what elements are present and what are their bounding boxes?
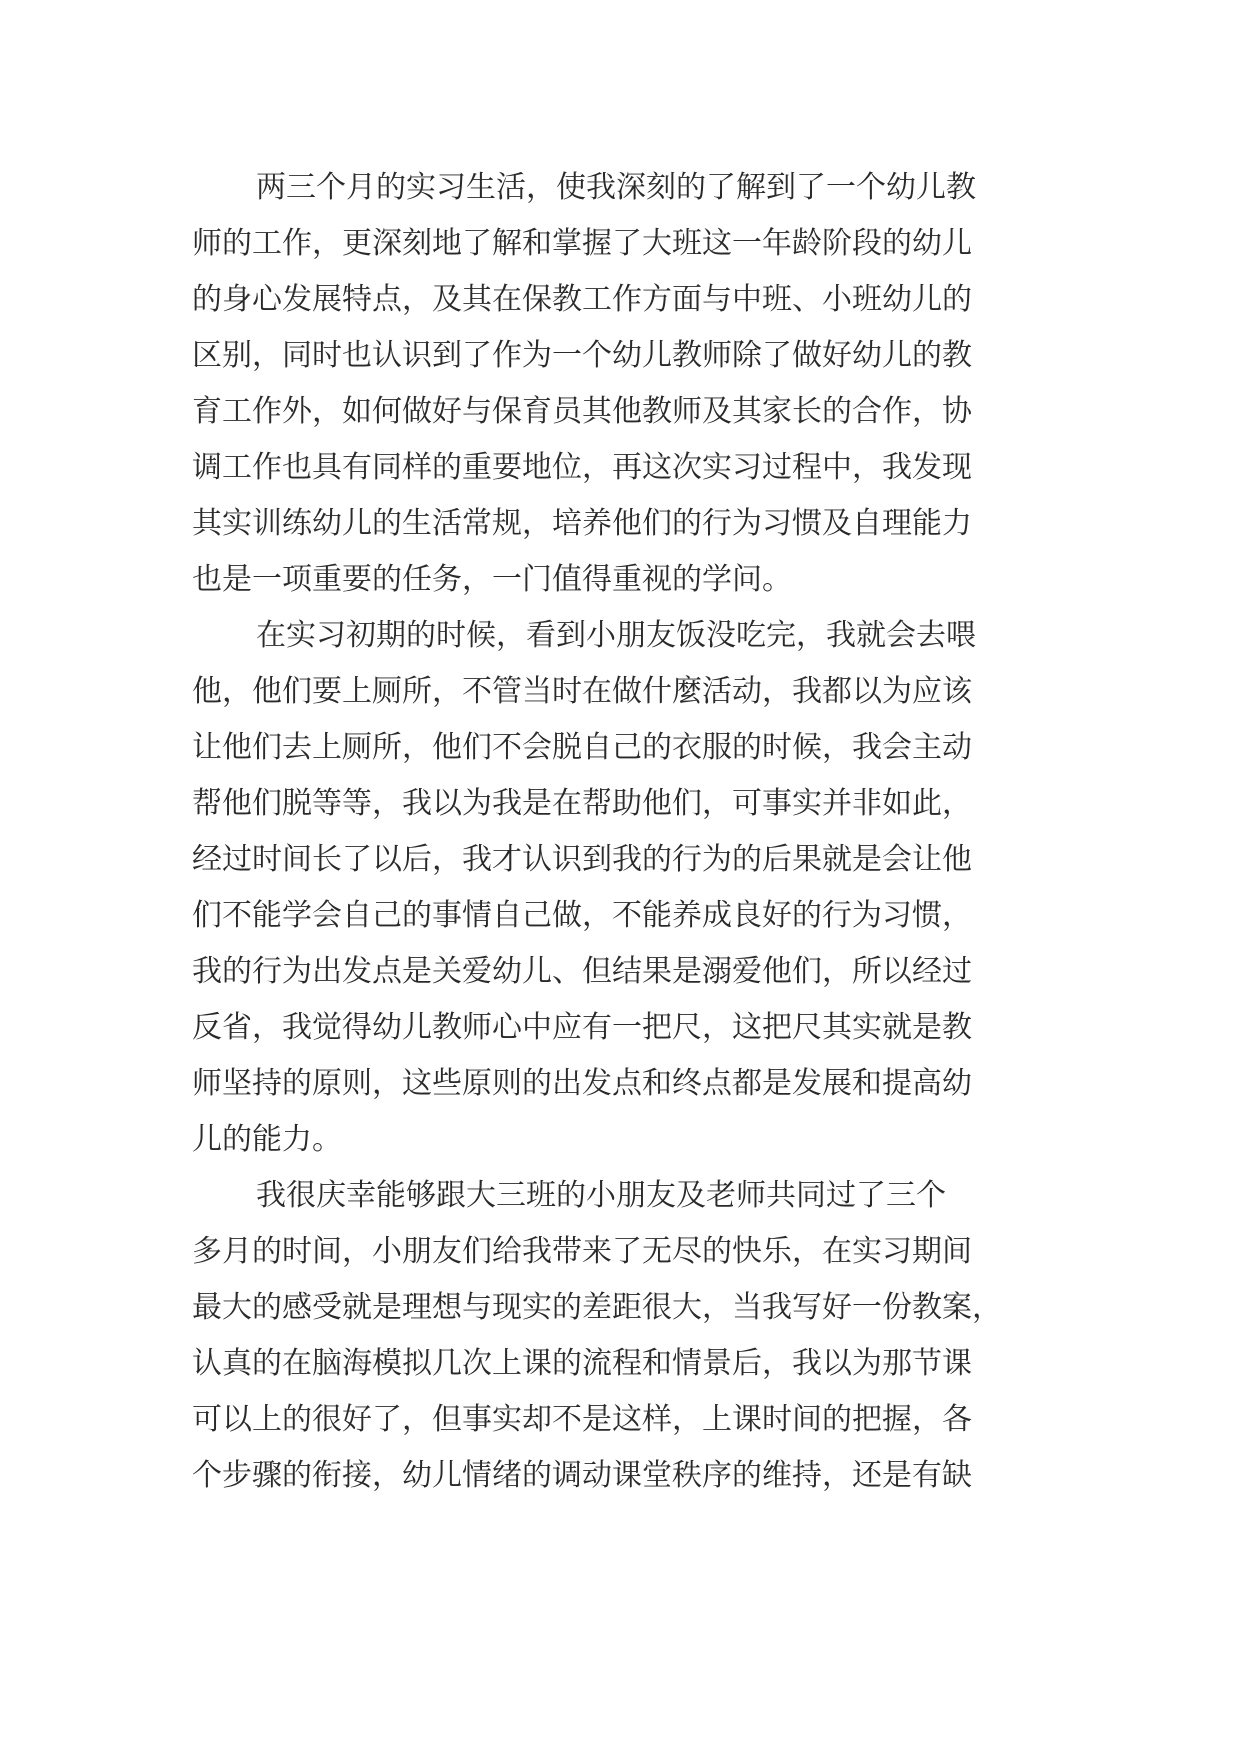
text-line: 师坚持的原则，这些原则的出发点和终点都是发展和提高幼 (192, 1066, 972, 1101)
text-line: 师的工作，更深刻地了解和掌握了大班这一年龄阶段的幼儿 (192, 226, 972, 261)
text-line: 让他们去上厕所，他们不会脱自己的衣服的时候，我会主动 (192, 730, 972, 765)
paragraph (192, 160, 1052, 608)
text-line: 在实习初期的时候，看到小朋友饭没吃完，我就会去喂 (256, 618, 976, 653)
text-line: 可以上的很好了，但事实却不是这样，上课时间的把握，各 (192, 1402, 972, 1437)
text-line: 儿的能力。 (192, 1122, 342, 1157)
text-line: 我的行为出发点是关爱幼儿、但结果是溺爱他们，所以经过 (192, 954, 972, 989)
text-line: 两三个月的实习生活，使我深刻的了解到了一个幼儿教 (256, 170, 976, 205)
paragraph (192, 1168, 1052, 1504)
text-line: 最大的感受就是理想与现实的差距很大，当我写好一份教案， (192, 1290, 1002, 1325)
text-line: 个步骤的衔接，幼儿情绪的调动课堂秩序的维持，还是有缺 (192, 1458, 972, 1493)
paragraph (192, 608, 1052, 1168)
document-body (192, 160, 1052, 1504)
text-line: 育工作外，如何做好与保育员其他教师及其家长的合作，协 (192, 394, 972, 429)
text-line: 反省，我觉得幼儿教师心中应有一把尺，这把尺其实就是教 (192, 1010, 972, 1045)
text-line: 帮他们脱等等，我以为我是在帮助他们，可事实并非如此， (192, 786, 972, 821)
text-line: 经过时间长了以后，我才认识到我的行为的后果就是会让他 (192, 842, 972, 877)
text-line: 也是一项重要的任务，一门值得重视的学问。 (192, 562, 792, 597)
text-line: 他，他们要上厕所，不管当时在做什麼活动，我都以为应该 (192, 674, 972, 709)
text-line: 的身心发展特点，及其在保教工作方面与中班、小班幼儿的 (192, 282, 972, 317)
text-line: 区别，同时也认识到了作为一个幼儿教师除了做好幼儿的教 (192, 338, 972, 373)
text-line: 调工作也具有同样的重要地位，再这次实习过程中，我发现 (192, 450, 972, 485)
text-line: 我很庆幸能够跟大三班的小朋友及老师共同过了三个 (256, 1178, 946, 1213)
text-line: 其实训练幼儿的生活常规，培养他们的行为习惯及自理能力 (192, 506, 972, 541)
text-line: 认真的在脑海模拟几次上课的流程和情景后，我以为那节课 (192, 1346, 972, 1381)
text-line: 们不能学会自己的事情自己做，不能养成良好的行为习惯， (192, 898, 972, 933)
text-line: 多月的时间，小朋友们给我带来了无尽的快乐，在实习期间 (192, 1234, 972, 1269)
